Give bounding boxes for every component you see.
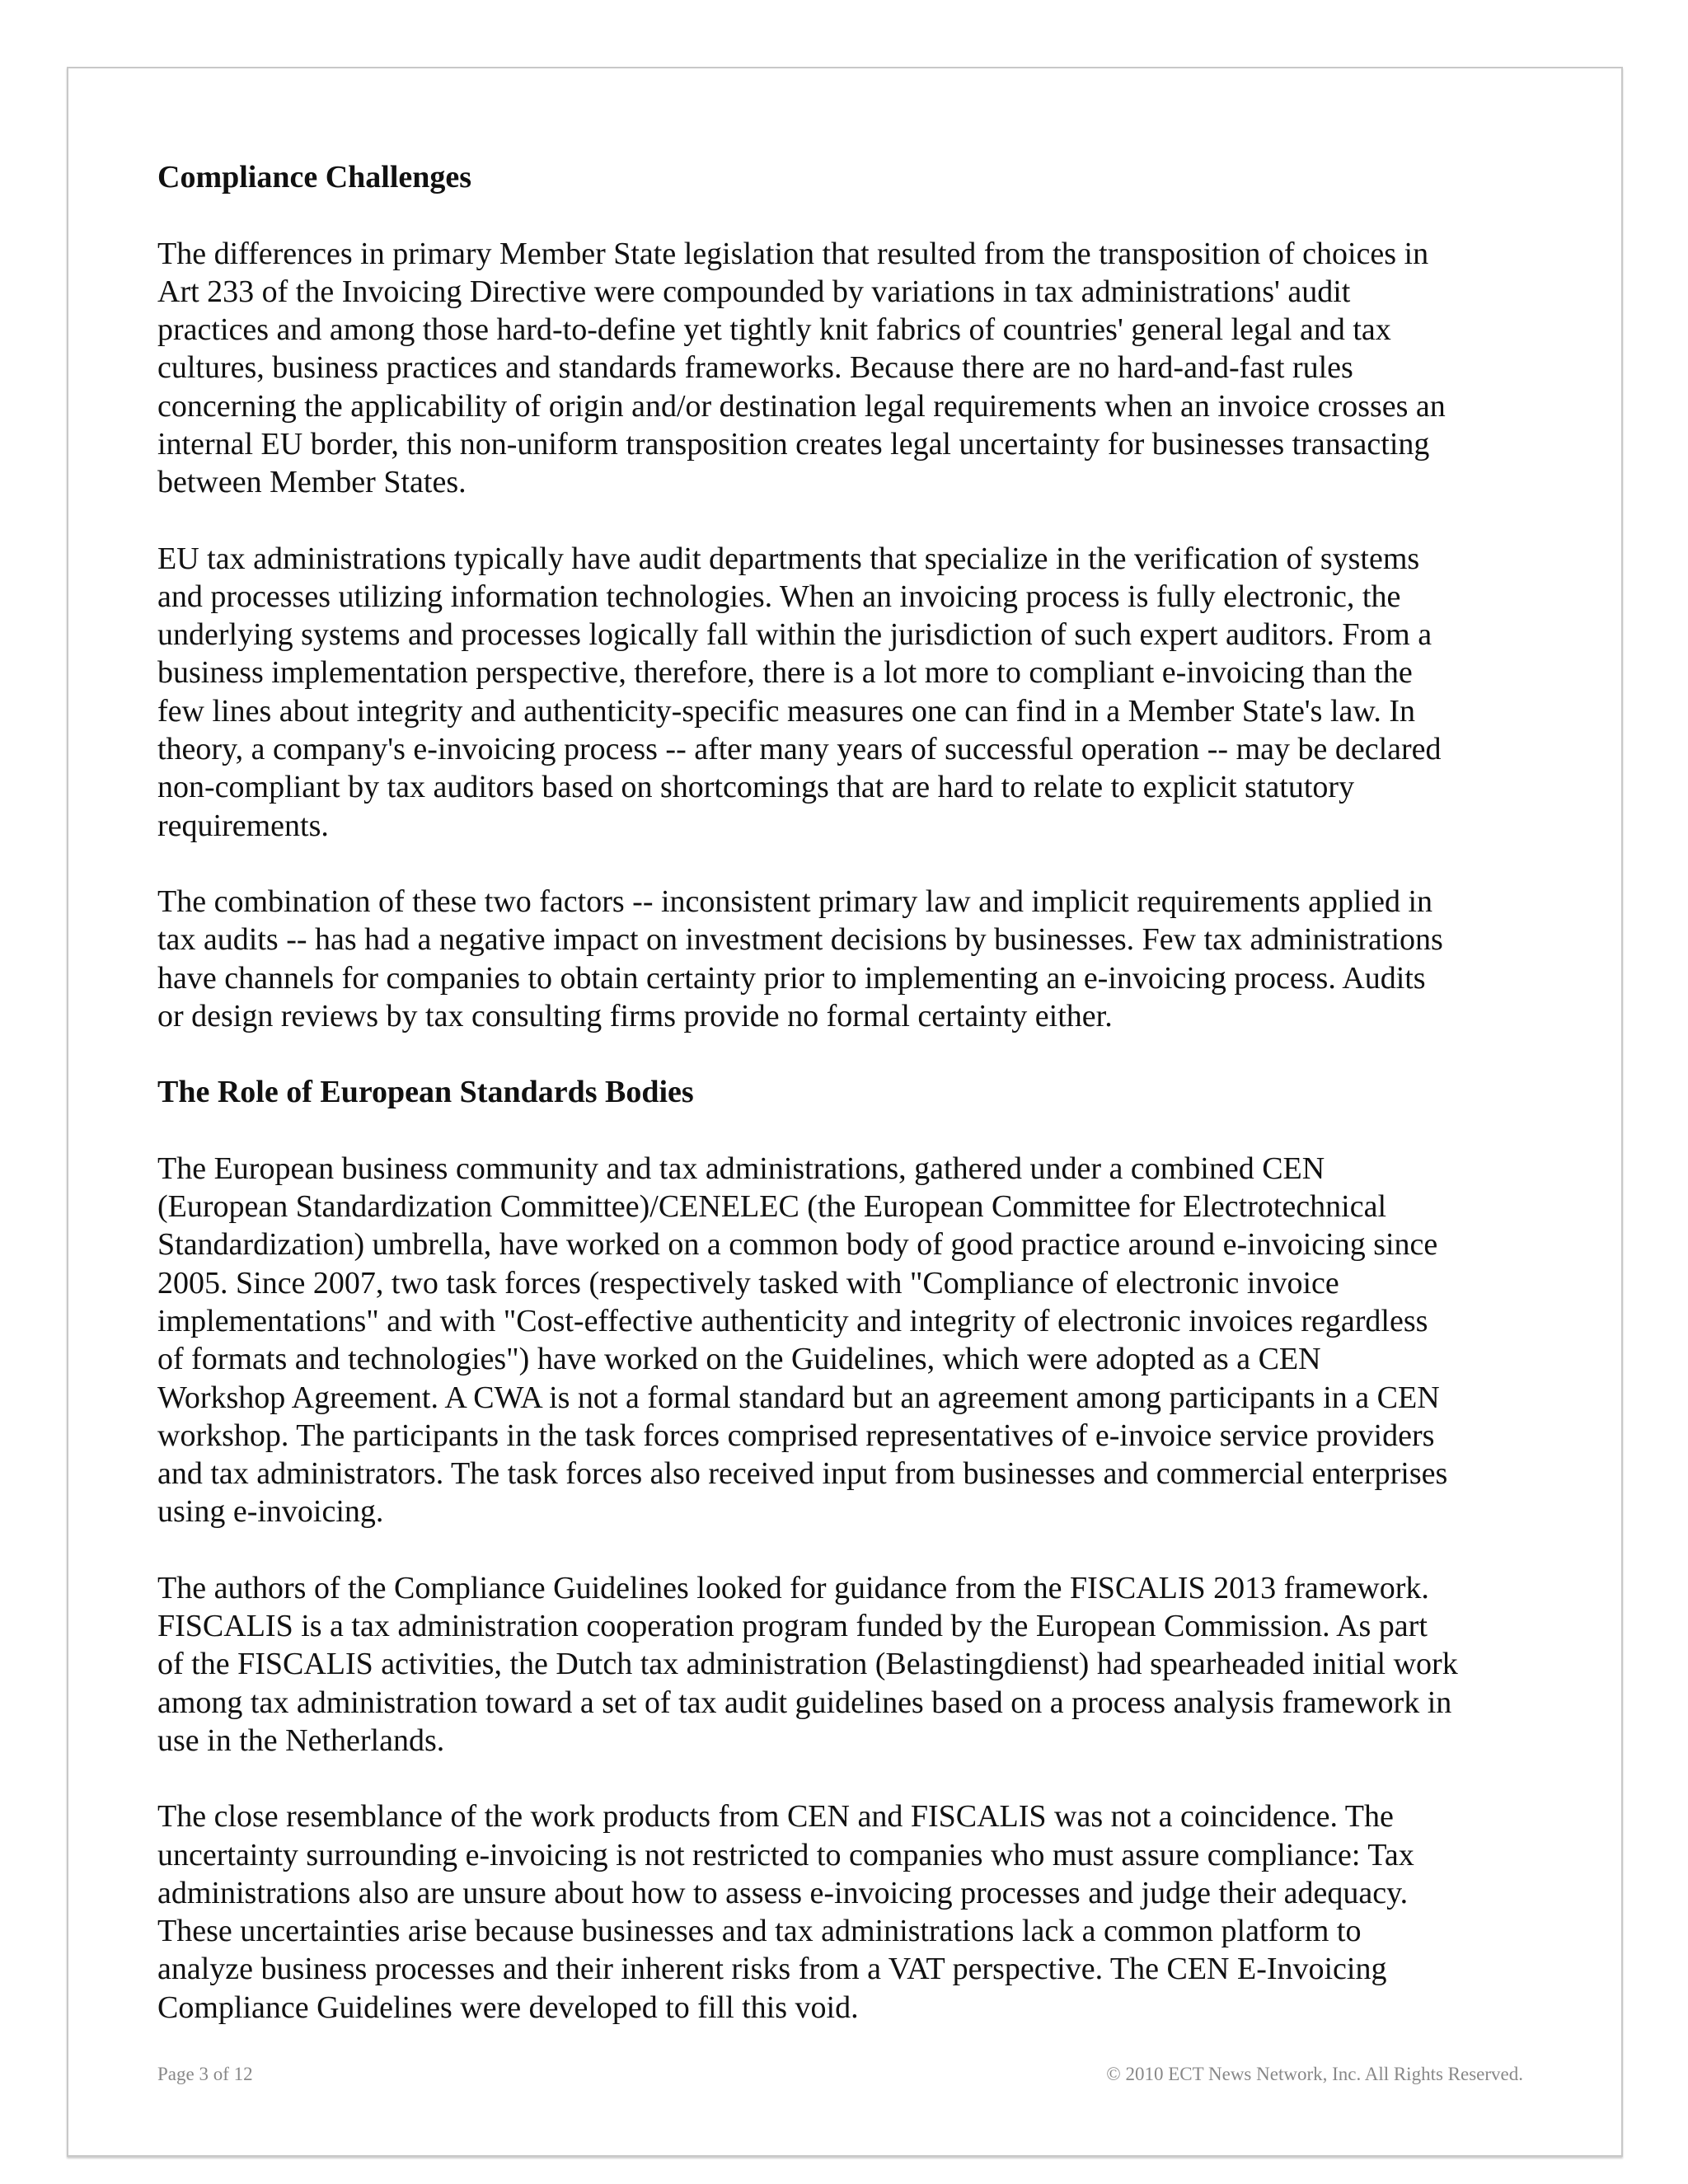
text-line: cultures, business practices and standards frameworks. Because there are no hard-and-fast rules xyxy=(157,350,1353,386)
text-line: concerning the applicability of origin and/or destination legal requirements when an invoice crosses an xyxy=(157,388,1446,424)
text-line: use in the Netherlands. xyxy=(157,1722,445,1758)
text-line: have channels for companies to obtain certainty prior to implementing an e-invoicing process. Audits xyxy=(157,960,1426,996)
paragraph xyxy=(157,1797,1559,2027)
paragraph xyxy=(157,883,1559,1035)
paragraph-spacer xyxy=(157,1035,1559,1073)
text-line: requirements. xyxy=(157,808,329,843)
paragraph xyxy=(157,1150,1559,1531)
text-line: analyze business processes and their inherent risks from a VAT perspective. The CEN E-Invoicing xyxy=(157,1952,1387,1987)
text-line: internal EU border, this non-uniform transposition creates legal uncertainty for businesses transacting xyxy=(157,426,1430,462)
text-line: FISCALIS is a tax administration cooperation program funded by the European Commission. As part xyxy=(157,1609,1428,1644)
text-line: (European Standardization Committee)/CENELEC (the European Committee for Electrotechnical xyxy=(157,1189,1386,1225)
text-line: uncertainty surrounding e-invoicing is not restricted to companies who must assure compliance: Tax xyxy=(157,1837,1414,1872)
paragraph xyxy=(157,1569,1559,1760)
paragraph-spacer xyxy=(157,1760,1559,1797)
text-line: Art 233 of the Invoicing Directive were compounded by variations in tax administrations' audit xyxy=(157,274,1351,309)
heading-text: Compliance Challenges xyxy=(157,160,472,194)
text-line: The close resemblance of the work products from CEN and FISCALIS was not a coincidence. The xyxy=(157,1799,1394,1835)
text-line: of the FISCALIS activities, the Dutch tax administration (Belastingdienst) had spearheaded initial work xyxy=(157,1647,1458,1682)
text-line: among tax administration toward a set of tax audit guidelines based on a process analysis framework in xyxy=(157,1685,1452,1720)
text-line: and tax administrators. The task forces also received input from businesses and commercial enterprises xyxy=(157,1456,1448,1492)
text-line: theory, a company's e-invoicing process -- after many years of successful operation -- may be declared xyxy=(157,731,1442,766)
text-line: Compliance Guidelines were developed to fill this void. xyxy=(157,1990,859,2025)
paragraph xyxy=(157,235,1559,502)
section-heading xyxy=(157,158,1559,196)
paragraph-spacer xyxy=(157,1112,1559,1150)
copyright-notice: © 2010 ECT News Network, Inc. All Rights Reserved. xyxy=(1106,2064,1523,2084)
text-line: between Member States. xyxy=(157,465,467,500)
text-line: underlying systems and processes logically fall within the jurisdiction of such expert auditors. From a xyxy=(157,617,1432,653)
text-line: of formats and technologies") have worked on the Guidelines, which were adopted as a CEN xyxy=(157,1342,1321,1377)
text-line: These uncertainties arise because businesses and tax administrations lack a common platform to xyxy=(157,1914,1362,1949)
text-line: The differences in primary Member State legislation that resulted from the transposition of choices in xyxy=(157,236,1429,271)
text-line: The authors of the Compliance Guidelines looked for guidance from the FISCALIS 2013 framework. xyxy=(157,1570,1429,1605)
text-line: practices and among those hard-to-define yet tightly knit fabrics of countries' general legal and tax xyxy=(157,312,1391,348)
paragraph-spacer xyxy=(157,1531,1559,1569)
text-line: Workshop Agreement. A CWA is not a formal standard but an agreement among participants in a CEN xyxy=(157,1380,1440,1415)
text-line: The combination of these two factors -- inconsistent primary law and implicit requirements applied in xyxy=(157,884,1433,920)
text-line: workshop. The participants in the task forces comprised representatives of e-invoice service providers xyxy=(157,1418,1435,1453)
text-line: and processes utilizing information technologies. When an invoicing process is fully electronic, the xyxy=(157,579,1401,614)
text-line: tax audits -- has had a negative impact on investment decisions by businesses. Few tax administrations xyxy=(157,922,1443,958)
paragraph xyxy=(157,540,1559,845)
text-line: EU tax administrations typically have audit departments that specialize in the verification of systems xyxy=(157,541,1420,576)
text-line: The European business community and tax administrations, gathered under a combined CEN xyxy=(157,1151,1325,1186)
text-line: 2005. Since 2007, two task forces (respectively tasked with "Compliance of electronic invoice xyxy=(157,1265,1339,1301)
paragraph-spacer xyxy=(157,845,1559,883)
heading-text: The Role of European Standards Bodies xyxy=(157,1075,694,1110)
text-line: or design reviews by tax consulting firms provide no formal certainty either. xyxy=(157,998,1113,1033)
section-heading xyxy=(157,1073,1559,1111)
text-line: business implementation perspective, therefore, there is a lot more to compliant e-invoicing than the xyxy=(157,655,1413,691)
text-line: non-compliant by tax auditors based on shortcomings that are hard to relate to explicit statutory xyxy=(157,770,1355,805)
page-number: Page 3 of 12 xyxy=(157,2064,253,2084)
text-line: few lines about integrity and authenticity-specific measures one can find in a Member State's law. In xyxy=(157,693,1415,729)
document-body xyxy=(157,158,1559,2027)
paragraph-spacer xyxy=(157,501,1559,539)
text-line: administrations also are unsure about how to assess e-invoicing processes and judge their adequacy. xyxy=(157,1875,1409,1910)
text-line: Standardization) umbrella, have worked on a common body of good practice around e-invoicing since xyxy=(157,1227,1438,1263)
text-line: implementations" and with "Cost-effective authenticity and integrity of electronic invoices regardless xyxy=(157,1303,1428,1338)
paragraph-spacer xyxy=(157,196,1559,234)
text-line: using e-invoicing. xyxy=(157,1494,384,1530)
